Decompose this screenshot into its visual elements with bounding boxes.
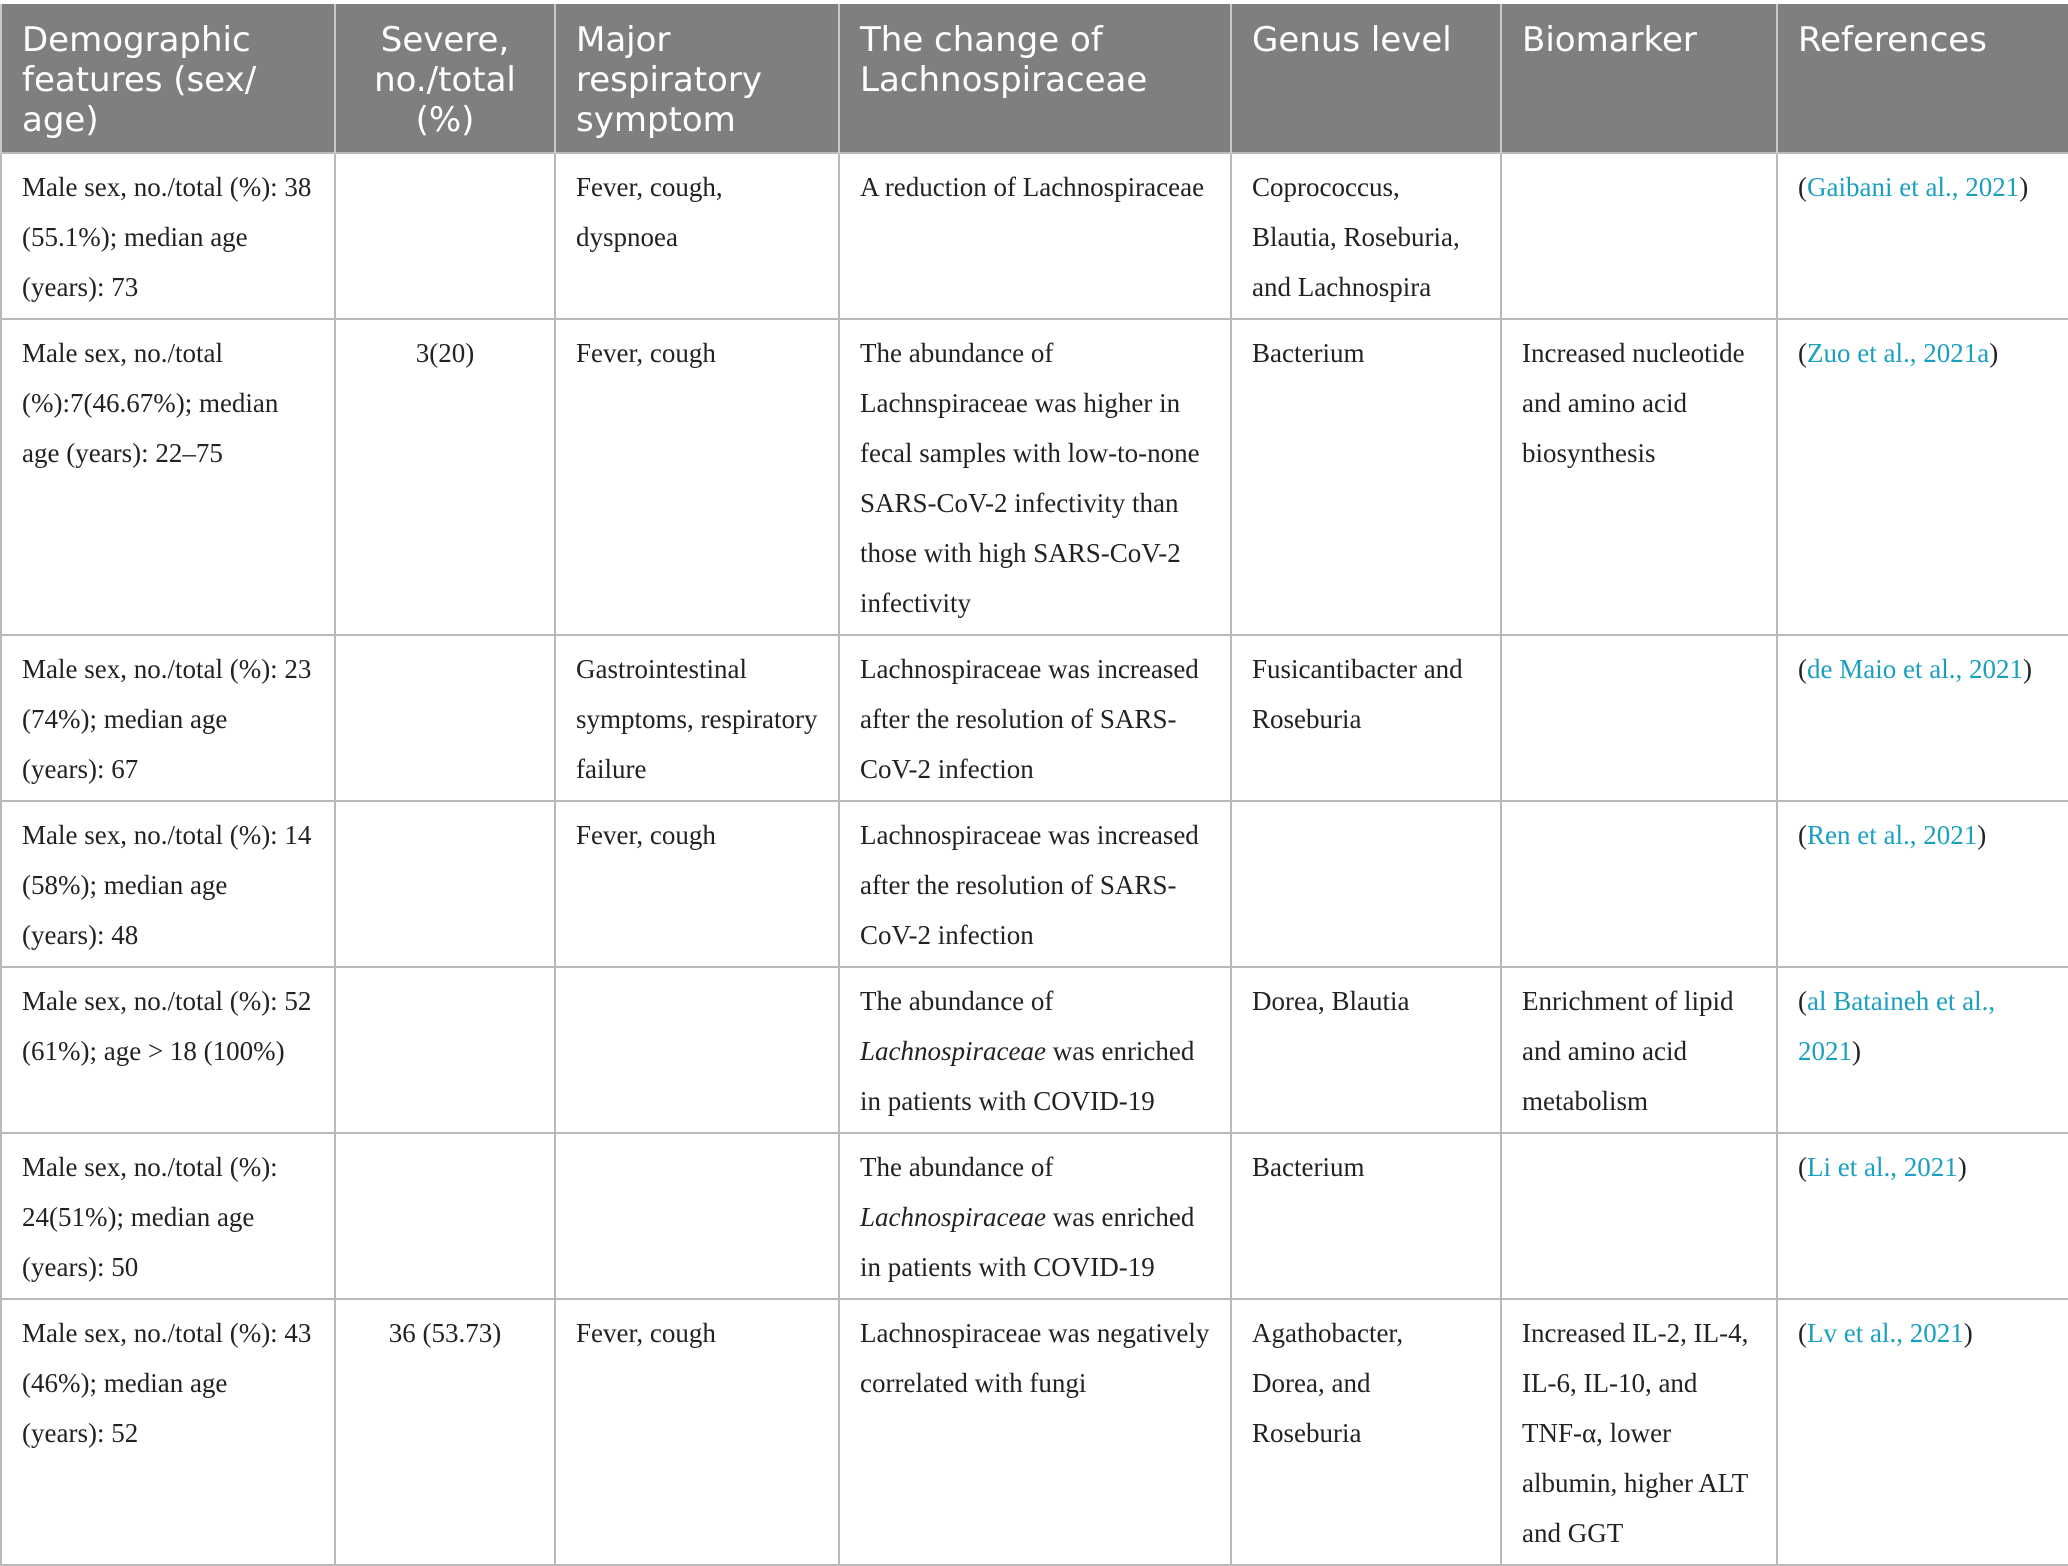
cell-change: Lachnospiraceae was increased after the resolution of SARS-CoV-2 infection bbox=[839, 635, 1231, 801]
cell-severe bbox=[335, 801, 555, 967]
cell-severe bbox=[335, 635, 555, 801]
cell-reference bbox=[1777, 153, 2068, 319]
cell-reference bbox=[1777, 801, 2068, 967]
cell-demographic: Male sex, no./total (%): 38 (55.1%); median age (years): 73 bbox=[1, 153, 335, 319]
table-row bbox=[1, 319, 2068, 635]
cell-genus: Dorea, Blautia bbox=[1231, 967, 1501, 1133]
ref-close-paren: ) bbox=[1989, 338, 1999, 368]
cell-biomarker bbox=[1501, 153, 1777, 319]
cell-severe bbox=[335, 967, 555, 1133]
cell-symptom: Fever, cough bbox=[555, 1299, 839, 1565]
cell-genus: Agathobacter, Dorea, and Roseburia bbox=[1231, 1299, 1501, 1565]
cell-symptom bbox=[555, 967, 839, 1133]
ref-close-paren: ) bbox=[1977, 820, 1987, 850]
cell-biomarker bbox=[1501, 1133, 1777, 1299]
cell-demographic: Male sex, no./total (%): 14 (58%); median age (years): 48 bbox=[1, 801, 335, 967]
reference-link[interactable]: Li et al., 2021 bbox=[1807, 1152, 1958, 1182]
ref-open-paren: ( bbox=[1798, 654, 1807, 684]
cell-reference bbox=[1777, 1133, 2068, 1299]
table-row bbox=[1, 801, 2068, 967]
cell-change: Lachnospiraceae was increased after the resolution of SARS-CoV-2 infection bbox=[839, 801, 1231, 967]
cell-severe bbox=[335, 153, 555, 319]
cell-change: Lachnospiraceae was negatively correlated with fungi bbox=[839, 1299, 1231, 1565]
reference-link[interactable]: Ren et al., 2021 bbox=[1807, 820, 1978, 850]
cell-genus: Bacterium bbox=[1231, 319, 1501, 635]
cell-reference bbox=[1777, 1299, 2068, 1565]
change-text: The abundance of bbox=[860, 986, 1054, 1016]
ref-open-paren: ( bbox=[1798, 820, 1807, 850]
cell-symptom: Gastrointestinal symptoms, respiratory failure bbox=[555, 635, 839, 801]
cell-reference bbox=[1777, 319, 2068, 635]
change-text: The abundance of bbox=[860, 1152, 1054, 1182]
cell-symptom: Fever, cough bbox=[555, 801, 839, 967]
col-header-change: The change of Lachnospiraceae bbox=[839, 4, 1231, 153]
ref-open-paren: ( bbox=[1798, 338, 1807, 368]
reference-link[interactable]: Gaibani et al., 2021 bbox=[1807, 172, 2020, 202]
reference-link[interactable]: Lv et al., 2021 bbox=[1807, 1318, 1964, 1348]
cell-demographic: Male sex, no./total (%): 52 (61%); age > 18 (100%) bbox=[1, 967, 335, 1133]
cell-demographic: Male sex, no./total (%): 43 (46%); median age (years): 52 bbox=[1, 1299, 335, 1565]
col-header-genus: Genus level bbox=[1231, 4, 1501, 153]
ref-open-paren: ( bbox=[1798, 1318, 1807, 1348]
header-row bbox=[1, 4, 2068, 153]
cell-genus: Bacterium bbox=[1231, 1133, 1501, 1299]
table-row bbox=[1, 967, 2068, 1133]
cell-symptom: Fever, cough, dyspnoea bbox=[555, 153, 839, 319]
change-taxon-italic: Lachnospiraceae bbox=[860, 1036, 1046, 1066]
cell-biomarker: Increased nucleotide and amino acid biosynthesis bbox=[1501, 319, 1777, 635]
table-row bbox=[1, 1133, 2068, 1299]
col-header-severe: Severe, no./total (%) bbox=[335, 4, 555, 153]
col-header-references: References bbox=[1777, 4, 2068, 153]
cell-reference bbox=[1777, 635, 2068, 801]
cell-biomarker bbox=[1501, 801, 1777, 967]
ref-close-paren: ) bbox=[2022, 654, 2032, 684]
ref-close-paren: ) bbox=[1852, 1036, 1861, 1066]
cell-change bbox=[839, 1133, 1231, 1299]
cell-demographic: Male sex, no./total (%):7(46.67%); median age (years): 22–75 bbox=[1, 319, 335, 635]
cell-change: The abundance of Lachnspiraceae was higher in fecal samples with low-to-none SARS-CoV-2 infectivity than those with high SARS-CoV-2 infectivity bbox=[839, 319, 1231, 635]
change-taxon-italic: Lachnospiraceae bbox=[860, 1202, 1046, 1232]
data-table bbox=[0, 4, 2068, 1566]
reference-link[interactable]: Zuo et al., 2021a bbox=[1807, 338, 1990, 368]
ref-open-paren: ( bbox=[1798, 986, 1807, 1016]
cell-severe: 36 (53.73) bbox=[335, 1299, 555, 1565]
cell-biomarker: Increased IL-2, IL-4, IL-6, IL-10, and TNF-α, lower albumin, higher ALT and GGT bbox=[1501, 1299, 1777, 1565]
table-row bbox=[1, 153, 2068, 319]
cell-genus: Coprococcus, Blautia, Roseburia, and Lachnospira bbox=[1231, 153, 1501, 319]
table-row bbox=[1, 1299, 2068, 1565]
ref-close-paren: ) bbox=[1963, 1318, 1973, 1348]
change-text: was enriched in patients with COVID-19 bbox=[860, 1202, 1195, 1282]
cell-symptom bbox=[555, 1133, 839, 1299]
col-header-biomarker: Biomarker bbox=[1501, 4, 1777, 153]
cell-genus: Fusicantibacter and Roseburia bbox=[1231, 635, 1501, 801]
cell-change bbox=[839, 967, 1231, 1133]
col-header-demographic: Demographic features (sex/ age) bbox=[1, 4, 335, 153]
table-row bbox=[1, 635, 2068, 801]
reference-link[interactable]: al Bataineh et al., 2021 bbox=[1798, 986, 1996, 1066]
cell-severe bbox=[335, 1133, 555, 1299]
cell-biomarker bbox=[1501, 635, 1777, 801]
cell-biomarker: Enrichment of lipid and amino acid metabolism bbox=[1501, 967, 1777, 1133]
cell-reference bbox=[1777, 967, 2068, 1133]
cell-symptom: Fever, cough bbox=[555, 319, 839, 635]
cell-demographic: Male sex, no./total (%): 23 (74%); median age (years): 67 bbox=[1, 635, 335, 801]
change-text: was enriched in patients with COVID-19 bbox=[860, 1036, 1195, 1116]
col-header-symptom: Major respiratory symptom bbox=[555, 4, 839, 153]
ref-close-paren: ) bbox=[2019, 172, 2029, 202]
ref-open-paren: ( bbox=[1798, 172, 1807, 202]
ref-open-paren: ( bbox=[1798, 1152, 1807, 1182]
cell-severe: 3(20) bbox=[335, 319, 555, 635]
reference-link[interactable]: de Maio et al., 2021 bbox=[1807, 654, 2023, 684]
ref-close-paren: ) bbox=[1957, 1152, 1967, 1182]
cell-demographic: Male sex, no./total (%): 24(51%); median age (years): 50 bbox=[1, 1133, 335, 1299]
cell-change: A reduction of Lachnospiraceae bbox=[839, 153, 1231, 319]
cell-genus bbox=[1231, 801, 1501, 967]
